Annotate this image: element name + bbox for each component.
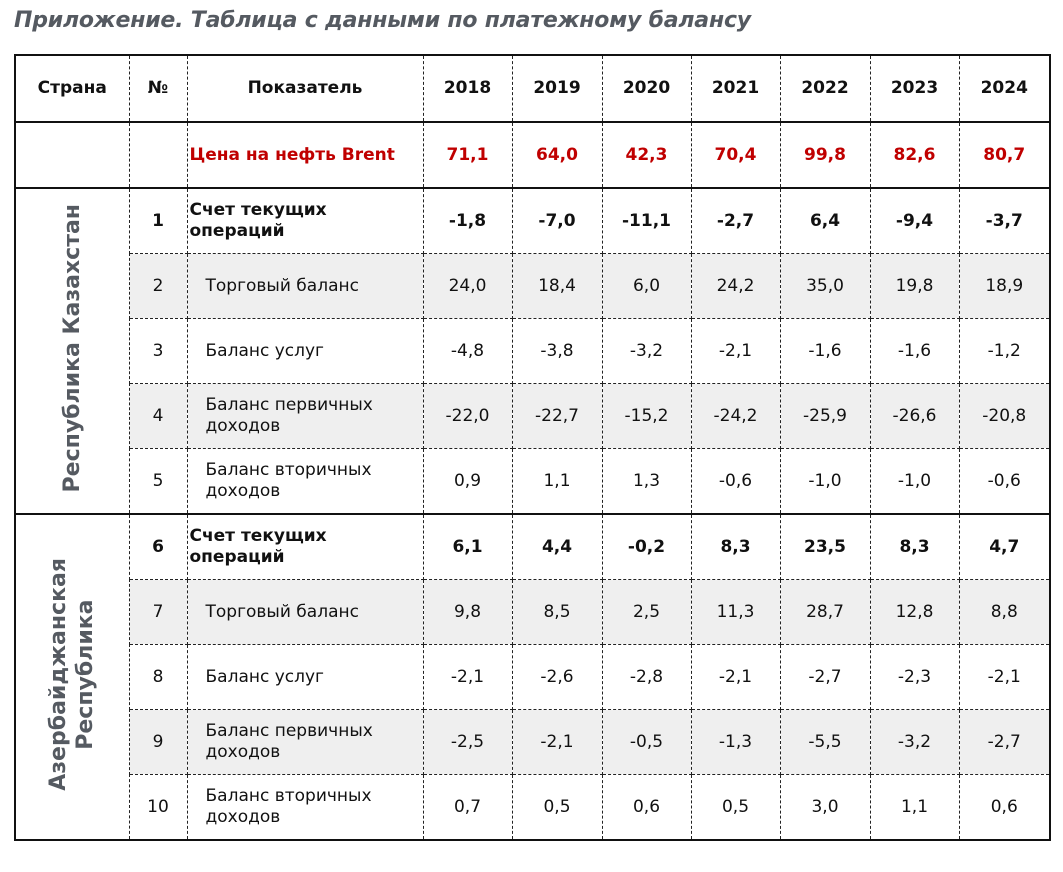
country-cell xyxy=(15,188,129,514)
oil-price-value: 64,0 xyxy=(512,122,602,188)
row-value: -24,2 xyxy=(691,384,780,449)
row-value: -3,2 xyxy=(602,319,691,384)
table-row xyxy=(15,710,1050,775)
empty-cell xyxy=(15,122,129,188)
row-value: -2,1 xyxy=(959,645,1050,710)
row-indicator: Торговый баланс xyxy=(187,254,423,319)
row-value: 18,9 xyxy=(959,254,1050,319)
page-title: Приложение. Таблица с данными по платежному балансу xyxy=(14,8,751,33)
oil-price-value: 82,6 xyxy=(870,122,959,188)
row-value: 9,8 xyxy=(423,580,512,645)
row-value: -2,8 xyxy=(602,645,691,710)
row-indicator: Баланс первичных доходов xyxy=(187,710,423,775)
row-value: -0,6 xyxy=(691,449,780,515)
row-value: 1,3 xyxy=(602,449,691,515)
row-value: -0,5 xyxy=(602,710,691,775)
oil-price-value: 70,4 xyxy=(691,122,780,188)
row-value: -9,4 xyxy=(870,188,959,254)
row-number: 4 xyxy=(129,384,187,449)
row-number: 7 xyxy=(129,580,187,645)
table-row xyxy=(15,514,1050,580)
header-year: 2019 xyxy=(512,55,602,122)
row-number: 2 xyxy=(129,254,187,319)
row-value: 28,7 xyxy=(780,580,870,645)
row-value: -22,0 xyxy=(423,384,512,449)
header-year: 2022 xyxy=(780,55,870,122)
row-value: 1,1 xyxy=(512,449,602,515)
row-value: -2,6 xyxy=(512,645,602,710)
row-value: -1,6 xyxy=(780,319,870,384)
table-row xyxy=(15,384,1050,449)
table-row xyxy=(15,188,1050,254)
row-value: 23,5 xyxy=(780,514,870,580)
row-value: 2,5 xyxy=(602,580,691,645)
oil-price-row xyxy=(15,122,1050,188)
table-row xyxy=(15,580,1050,645)
row-value: 4,7 xyxy=(959,514,1050,580)
row-value: -2,1 xyxy=(423,645,512,710)
row-value: -22,7 xyxy=(512,384,602,449)
table-row xyxy=(15,319,1050,384)
row-value: 0,5 xyxy=(512,775,602,841)
row-value: 18,4 xyxy=(512,254,602,319)
row-indicator: Торговый баланс xyxy=(187,580,423,645)
header-year: 2023 xyxy=(870,55,959,122)
row-value: 3,0 xyxy=(780,775,870,841)
row-value: 0,5 xyxy=(691,775,780,841)
row-value: -2,1 xyxy=(691,645,780,710)
row-value: -1,2 xyxy=(959,319,1050,384)
table-header-row xyxy=(15,55,1050,122)
table-row xyxy=(15,775,1050,841)
row-value: -1,8 xyxy=(423,188,512,254)
row-indicator: Баланс вторичных доходов xyxy=(187,775,423,841)
header-number: № xyxy=(129,55,187,122)
row-value: 1,1 xyxy=(870,775,959,841)
row-value: 19,8 xyxy=(870,254,959,319)
row-value: 4,4 xyxy=(512,514,602,580)
table-row xyxy=(15,254,1050,319)
row-value: -15,2 xyxy=(602,384,691,449)
row-value: -3,8 xyxy=(512,319,602,384)
oil-price-value: 80,7 xyxy=(959,122,1050,188)
table-row xyxy=(15,645,1050,710)
row-value: -2,1 xyxy=(512,710,602,775)
header-year: 2024 xyxy=(959,55,1050,122)
row-value: -11,1 xyxy=(602,188,691,254)
row-value: 11,3 xyxy=(691,580,780,645)
oil-price-value: 71,1 xyxy=(423,122,512,188)
row-value: -0,2 xyxy=(602,514,691,580)
row-indicator: Баланс первичных доходов xyxy=(187,384,423,449)
header-year: 2018 xyxy=(423,55,512,122)
row-value: -1,0 xyxy=(780,449,870,515)
row-value: -20,8 xyxy=(959,384,1050,449)
row-value: -0,6 xyxy=(959,449,1050,515)
balance-of-payments-table xyxy=(14,54,1051,841)
row-indicator: Баланс услуг xyxy=(187,319,423,384)
row-value: 8,8 xyxy=(959,580,1050,645)
row-value: -3,2 xyxy=(870,710,959,775)
row-value: -4,8 xyxy=(423,319,512,384)
country-label: Азербайджанская Республика xyxy=(46,557,99,791)
header-year: 2021 xyxy=(691,55,780,122)
row-value: -2,7 xyxy=(780,645,870,710)
row-indicator: Баланс вторичных доходов xyxy=(187,449,423,515)
row-number: 10 xyxy=(129,775,187,841)
row-number: 8 xyxy=(129,645,187,710)
row-value: 6,4 xyxy=(780,188,870,254)
row-number: 3 xyxy=(129,319,187,384)
row-indicator: Счет текущих операций xyxy=(187,188,423,254)
oil-price-value: 99,8 xyxy=(780,122,870,188)
country-label: Республика Казахстан xyxy=(59,203,85,493)
row-value: 8,5 xyxy=(512,580,602,645)
row-value: 8,3 xyxy=(691,514,780,580)
row-number: 6 xyxy=(129,514,187,580)
row-number: 9 xyxy=(129,710,187,775)
row-value: -7,0 xyxy=(512,188,602,254)
row-value: 6,0 xyxy=(602,254,691,319)
row-value: -1,0 xyxy=(870,449,959,515)
row-value: -1,3 xyxy=(691,710,780,775)
row-value: 0,9 xyxy=(423,449,512,515)
row-value: 0,6 xyxy=(959,775,1050,841)
row-value: 8,3 xyxy=(870,514,959,580)
row-value: -2,3 xyxy=(870,645,959,710)
empty-cell xyxy=(129,122,187,188)
row-indicator: Баланс услуг xyxy=(187,645,423,710)
row-value: -2,7 xyxy=(691,188,780,254)
row-value: -5,5 xyxy=(780,710,870,775)
oil-price-value: 42,3 xyxy=(602,122,691,188)
header-year: 2020 xyxy=(602,55,691,122)
row-value: -2,5 xyxy=(423,710,512,775)
header-indicator: Показатель xyxy=(187,55,423,122)
row-value: 24,0 xyxy=(423,254,512,319)
table-row xyxy=(15,449,1050,515)
row-value: 0,6 xyxy=(602,775,691,841)
row-value: -3,7 xyxy=(959,188,1050,254)
row-value: -2,7 xyxy=(959,710,1050,775)
row-value: 24,2 xyxy=(691,254,780,319)
oil-price-label: Цена на нефть Brent xyxy=(187,122,423,188)
row-number: 1 xyxy=(129,188,187,254)
row-number: 5 xyxy=(129,449,187,515)
row-value: -25,9 xyxy=(780,384,870,449)
row-indicator: Счет текущих операций xyxy=(187,514,423,580)
row-value: -2,1 xyxy=(691,319,780,384)
row-value: 35,0 xyxy=(780,254,870,319)
country-cell xyxy=(15,514,129,840)
header-country: Страна xyxy=(15,55,129,122)
row-value: -1,6 xyxy=(870,319,959,384)
row-value: 0,7 xyxy=(423,775,512,841)
row-value: 6,1 xyxy=(423,514,512,580)
row-value: 12,8 xyxy=(870,580,959,645)
row-value: -26,6 xyxy=(870,384,959,449)
